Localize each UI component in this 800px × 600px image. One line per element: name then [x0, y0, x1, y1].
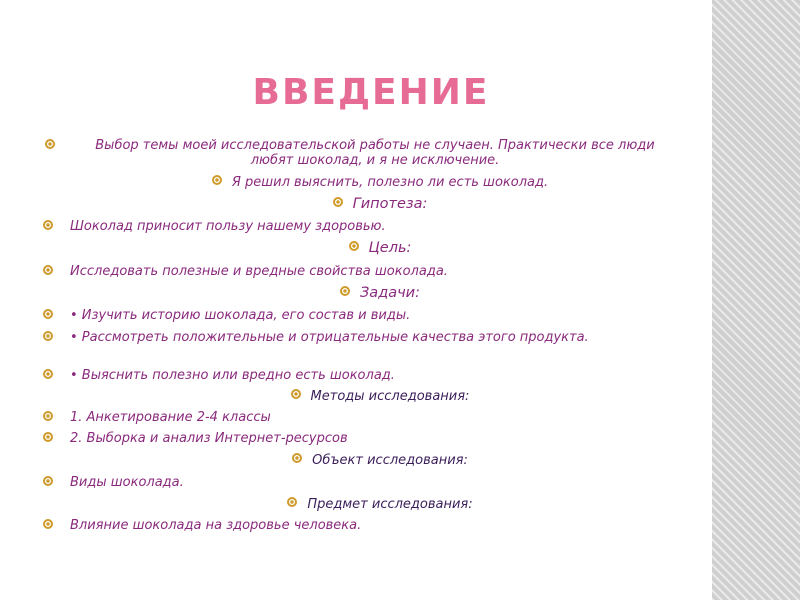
list-item: Влияние шоколада на здоровье человека.: [70, 518, 690, 533]
bullet-icon: [43, 519, 53, 529]
bullet-icon: [43, 369, 53, 379]
bullet-icon: [43, 432, 53, 442]
section-heading: Задачи:: [70, 286, 690, 301]
list-item: Шоколад приносит пользу нашему здоровью.: [70, 219, 690, 234]
bullet-icon: [212, 175, 222, 185]
list-item: • Выяснить полезно или вредно есть шоколад.: [70, 368, 690, 383]
bullet-icon: [349, 241, 359, 251]
section-heading: Предмет исследования:: [70, 497, 690, 512]
list-item: • Рассмотреть положительные и отрицательные качества этого продукта.: [70, 330, 630, 345]
section-heading: Гипотеза:: [70, 197, 690, 212]
bullet-icon: [43, 476, 53, 486]
bullet-icon: [291, 389, 301, 399]
bullet-icon: [43, 265, 53, 275]
bullet-icon: [287, 497, 297, 507]
bullet-icon: [340, 286, 350, 296]
bullet-icon: [333, 197, 343, 207]
list-item: 2. Выборка и анализ Интернет-ресурсов: [70, 431, 690, 446]
list-item: Исследовать полезные и вредные свойства шоколада.: [70, 264, 690, 279]
bullet-icon: [43, 411, 53, 421]
list-item: Выбор темы моей исследовательской работы не случаен. Практически все люди любят шоколад, и я не исключение.: [75, 138, 675, 168]
bullet-icon: [45, 139, 55, 149]
bullet-icon: [43, 220, 53, 230]
list-item: Я решил выяснить, полезно ли есть шоколад.: [70, 175, 690, 190]
section-heading: Цель:: [70, 241, 690, 256]
section-heading: Методы исследования:: [70, 389, 690, 404]
bullet-icon: [292, 453, 302, 463]
list-item: 1. Анкетирование 2-4 классы: [70, 410, 690, 425]
bullet-icon: [43, 309, 53, 319]
list-item: • Изучить историю шоколада, его состав и виды.: [70, 308, 690, 323]
bullet-icon: [43, 331, 53, 341]
slide-title: ВВЕДЕНИЕ: [252, 72, 490, 113]
list-item: Виды шоколада.: [70, 475, 690, 490]
section-heading: Объект исследования:: [70, 453, 690, 468]
